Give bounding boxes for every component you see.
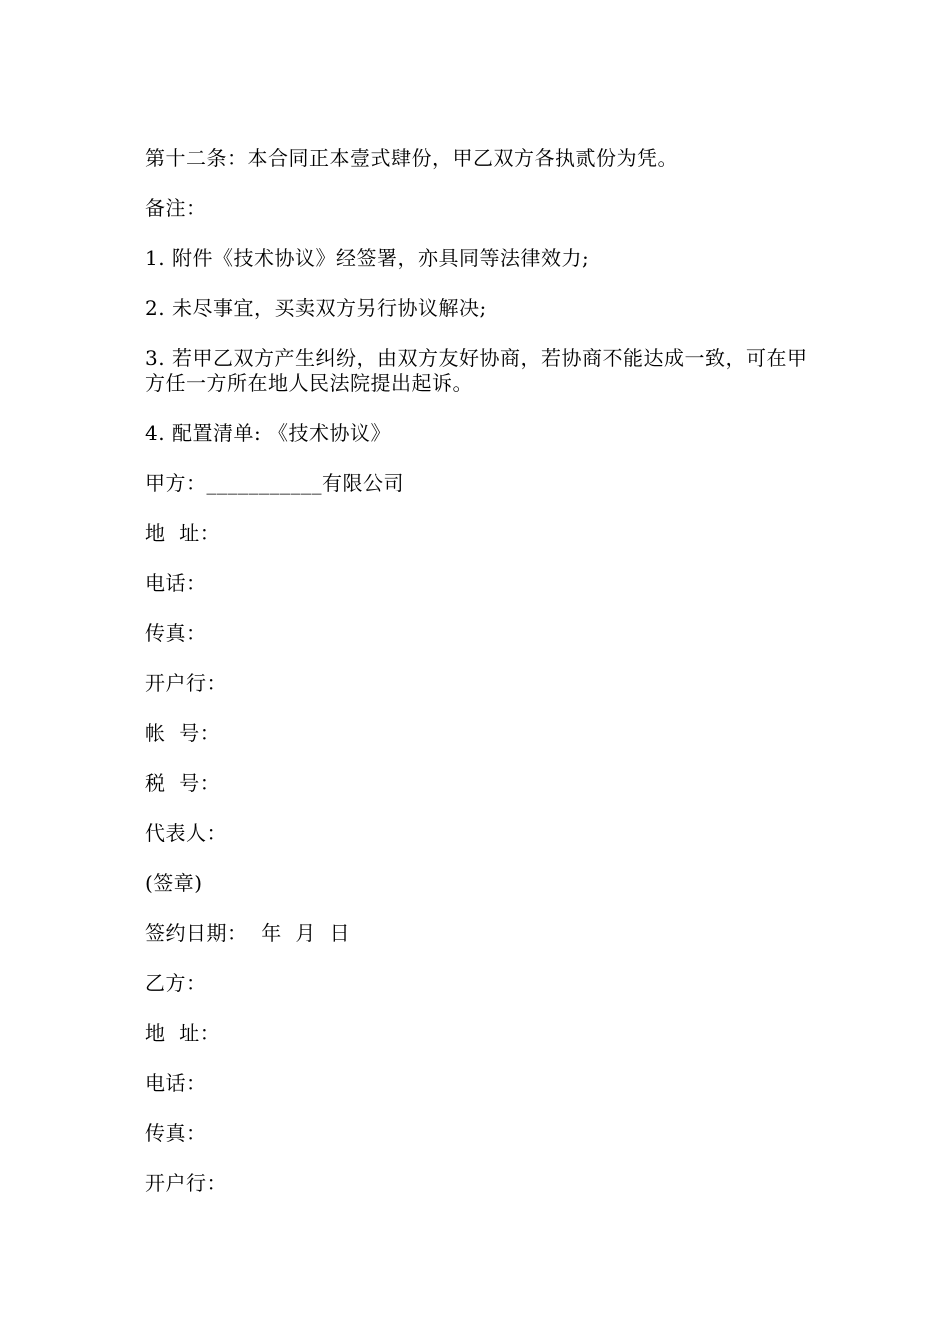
remarks-heading: 备注： — [145, 196, 207, 220]
party-a-seal: (签章) — [145, 871, 203, 895]
party-a-address: 地 址： — [145, 521, 221, 545]
party-b-address: 地 址： — [145, 1021, 221, 1045]
party-a-representative: 代表人： — [145, 821, 227, 845]
clause-twelve: 第十二条：本合同正本壹式肆份，甲乙双方各执贰份为凭。 — [145, 146, 678, 170]
remark-item-3: 3. 若甲乙双方产生纠纷，由双方友好协商，若协商不能达成一致，可在甲方任一方所在地人民法院提出起诉。 — [145, 346, 808, 395]
party-a-name: 甲方：___________有限公司 — [145, 471, 404, 495]
party-a-phone: 电话： — [145, 571, 207, 595]
document-page — [145, 146, 825, 1221]
remark-item-1: 1. 附件《技术协议》经签署，亦具同等法律效力; — [145, 246, 590, 270]
party-b-bank: 开户行： — [145, 1171, 227, 1195]
party-b-fax: 传真： — [145, 1121, 207, 1145]
party-a-fax: 传真： — [145, 621, 207, 645]
party-a-account: 帐 号： — [145, 721, 221, 745]
party-b-name: 乙方： — [145, 971, 207, 995]
party-a-tax-id: 税 号： — [145, 771, 221, 795]
remark-item-2: 2. 未尽事宜，买卖双方另行协议解决; — [145, 296, 487, 320]
party-b-phone: 电话： — [145, 1071, 207, 1095]
remark-item-4: 4. 配置清单: 《技术协议》 — [145, 421, 392, 445]
signing-date: 签约日期： 年 月 日 — [145, 921, 351, 945]
party-a-bank: 开户行： — [145, 671, 227, 695]
